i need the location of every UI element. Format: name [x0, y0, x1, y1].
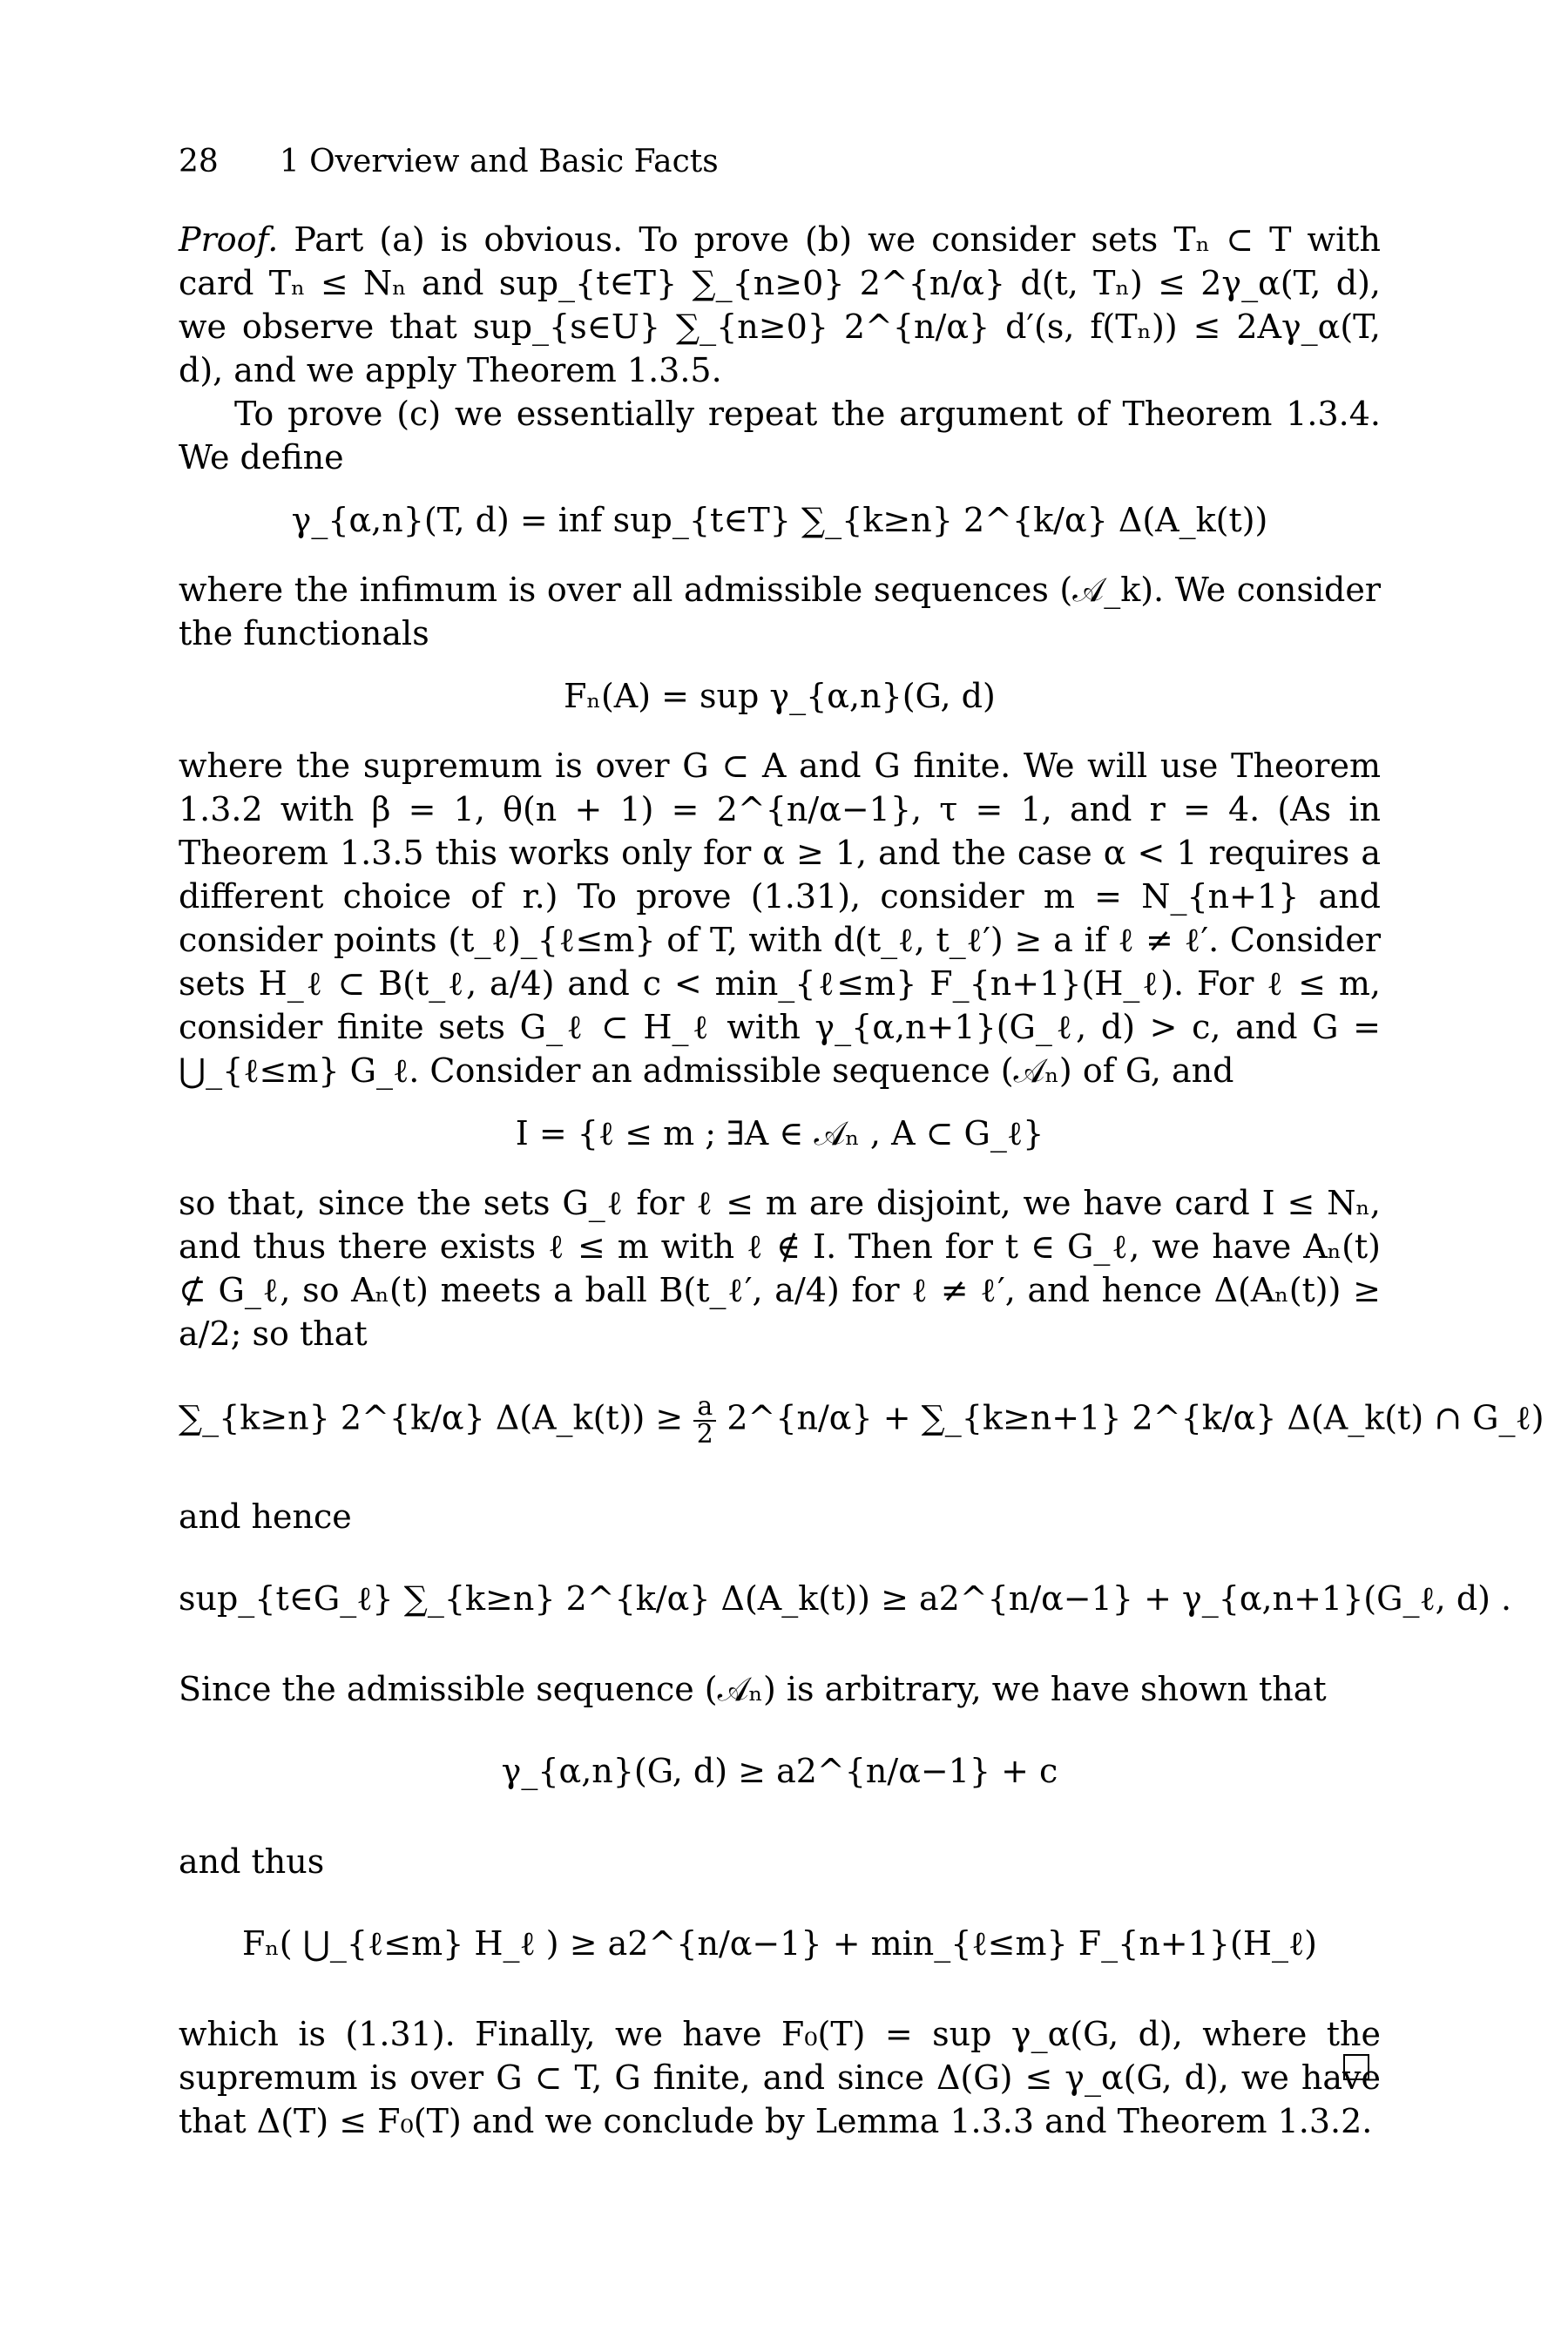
proof-paragraph-1: [179, 218, 1381, 392]
proof-text-1: Part (a) is obvious. To prove (b) we consider sets Tₙ ⊂ T with card Tₙ ≤ Nₙ and sup_{t∈T} ∑_{n≥0} 2^{n/α} d(t, Tₙ) ≤ 2γ_α(T, d), we observe that sup_{s∈U} ∑_{n≥0} 2^{n/α} d′(s, f(Tₙ)) ≤ 2Aγ_α(T, d), and we apply Theorem 1.3.5.: [179, 220, 1381, 389]
equation-sup-inequality: sup_{t∈G_ℓ} ∑_{k≥n} 2^{k/α} Δ(A_k(t)) ≥ a2^{n/α−1} + γ_{α,n+1}(G_ℓ, d) .: [179, 1579, 1512, 1618]
fraction-numerator: a: [693, 1394, 716, 1422]
equation-gamma-alpha-n: γ_{α,n}(T, d) = inf sup_{t∈T} ∑_{k≥n} 2^{k/α} Δ(A_k(t)): [291, 501, 1268, 539]
equation-gamma-bound: γ_{α,n}(G, d) ≥ a2^{n/α−1} + c: [501, 1752, 1058, 1790]
proof-paragraph-7: Since the admissible sequence (𝒜ₙ) is arbitrary, we have shown that: [179, 1670, 1327, 1708]
proof-paragraph-5: so that, since the sets G_ℓ for ℓ ≤ m are disjoint, we have card I ≤ Nₙ, and thus there exists ℓ ≤ m with ℓ ∉ I. Then for t ∈ G_ℓ, we have Aₙ(t) ⊄ G_ℓ, so Aₙ(t) meets a ball B(t_ℓ′, a/4) for ℓ ≠ ℓ′, and hence Δ(Aₙ(t)) ≥ a/2; so that: [179, 1184, 1381, 1353]
page-header: [179, 144, 719, 179]
proof-paragraph-2: To prove (c) we essentially repeat the argument of Theorem 1.3.4. We define: [179, 395, 1381, 476]
proof-label: Proof.: [179, 220, 279, 259]
proof-paragraph-8: and thus: [179, 1842, 325, 1881]
qed-square-icon: [1343, 2054, 1369, 2080]
equation-fn-union-bound: Fₙ( ⋃_{ℓ≤m} H_ℓ ) ≥ a2^{n/α−1} + min_{ℓ≤m} F_{n+1}(H_ℓ): [242, 1924, 1317, 1963]
page-body: [179, 218, 1544, 2143]
proof-paragraph-3: where the infimum is over all admissible sequences (𝒜_k). We consider the functionals: [179, 571, 1381, 652]
equation-set-i: I = {ℓ ≤ m ; ∃A ∈ 𝒜ₙ , A ⊂ G_ℓ}: [515, 1114, 1044, 1152]
fraction-a-over-2: [693, 1391, 716, 1450]
equation-sum-left: ∑_{k≥n} 2^{k/α} Δ(A_k(t)) ≥: [179, 1398, 684, 1437]
equation-functional-fn: Fₙ(A) = sup γ_{α,n}(G, d): [564, 677, 996, 715]
running-title: 1 Overview and Basic Facts: [279, 144, 719, 179]
equation-sum-inequality: [179, 1391, 1544, 1450]
fraction-denominator: 2: [696, 1419, 713, 1450]
proof-paragraph-6: and hence: [179, 1497, 352, 1536]
equation-sum-right: 2^{n/α} + ∑_{k≥n+1} 2^{k/α} Δ(A_k(t) ∩ G_ℓ): [727, 1398, 1544, 1437]
proof-paragraph-9: which is (1.31). Finally, we have F₀(T) = sup γ_α(G, d), where the supremum is over G ⊂ T, G finite, and since Δ(G) ≤ γ_α(G, d), we have that Δ(T) ≤ F₀(T) and we conclude by Lemma 1.3.3 and Theorem 1.3.2.: [179, 2015, 1381, 2140]
proof-paragraph-4: where the supremum is over G ⊂ A and G finite. We will use Theorem 1.3.2 with β = 1, θ(n + 1) = 2^{n/α−1}, τ = 1, and r = 4. (As in Theorem 1.3.5 this works only for α ≥ 1, and the case α < 1 requires a different choice of r.) To prove (1.31), consider m = N_{n+1} and consider points (t_ℓ)_{ℓ≤m} of T, with d(t_ℓ, t_ℓ′) ≥ a if ℓ ≠ ℓ′. Consider sets H_ℓ ⊂ B(t_ℓ, a/4) and c < min_{ℓ≤m} F_{n+1}(H_ℓ). For ℓ ≤ m, consider finite sets G_ℓ ⊂ H_ℓ with γ_{α,n+1}(G_ℓ, d) > c, and G = ⋃_{ℓ≤m} G_ℓ. Consider an admissible sequence (𝒜ₙ) of G, and: [179, 747, 1381, 1090]
page-number: 28: [179, 144, 219, 179]
